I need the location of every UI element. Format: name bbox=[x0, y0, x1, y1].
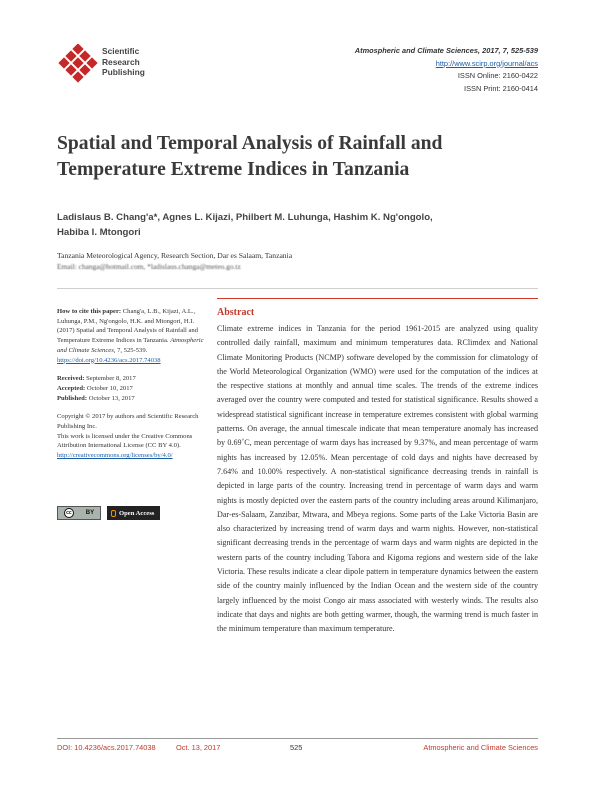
open-lock-icon bbox=[111, 510, 116, 517]
open-access-badge[interactable]: Open Access bbox=[107, 506, 160, 520]
journal-info bbox=[355, 45, 538, 95]
header-divider bbox=[57, 288, 538, 289]
license-link[interactable]: http://creativecommons.org/licenses/by/4.0/ bbox=[57, 452, 173, 460]
license-text: This work is licensed under the Creative Commons Attribution International License (CC BY 4.0). bbox=[57, 432, 193, 450]
publisher-logo-icon bbox=[56, 44, 100, 84]
cite-text: Chang'a, L.B., Kijazi, A.L., Luhunga, P.M., Ng'ongolo, H.K. and Mtongori, H.I. (2017) Spatial and Temporal Analysis of Rainfall and Temperature Extreme Indices in Tanzania. bbox=[57, 308, 198, 345]
article-title: Spatial and Temporal Analysis of Rainfall and Temperature Extreme Indices in Tanzania bbox=[57, 133, 443, 180]
issn-online: ISSN Online: 2160-0422 bbox=[457, 71, 538, 80]
copyright-text: Copyright © 2017 by authors and Scientific Research Publishing Inc. bbox=[57, 413, 199, 431]
publisher-name: Scientific Research Publishing bbox=[102, 46, 145, 77]
abstract-body: Climate extreme indices in Tanzania for the period 1961-2015 are analyzed using quality controlled daily rainfall, maximum and minimum temperatures data. RClimdex and National Climate Monitoring Products (NCMP) software developed by the commission for climatology of the World Meteorological Organization (WMO) were used for the computation of the indices at the respective stations at monthly and annual time scales. The trends of the extreme indices averaged over the country were computed and tested for statistical significance. Results showed a widespread statistical significant increase in temperature extremes consistent with global warming patterns. On average, the annual timescale indicate that mean temperature anomaly has increased by 0.69˚C, mean percentage of warm days has increased by 9.37%, and mean percentage of warm nights has increased by 12.05%. Mean percentage of cold days and nights have decreased by 7.64% and 10.00% respectively. A non-statistical significance decreasing trends in rainfall is depicted in large parts of the country. Increasing trend in percentage of warm days and warm nights is mostly depicted over the eastern parts of the country including areas around Kilimanjaro, Dar-es-Salaam, Zanzibar, Mtwara, and Mbeya regions. Some parts of the Lake Victoria Basin are also characterized by increasing trend of warm days and warm nights. However, non-statistical significant decreasing trends in the percentage of warm days and warm nights are depicted in the western parts of the country including Tabora and Kigoma regions and western side of the lake Victoria. These results indicate a clear dipole pattern in temperature dynamics between the eastern side of the country mainly influenced by the Indian Ocean and the western side of the country largely influenced by the moist Congo air mass associated with westerly winds. The results also indicate that days and nights are both getting warmer, though, the warming trend is much faster in the minimum temperature than maximum temperature. bbox=[217, 324, 538, 634]
authors-line-2: Habiba I. Mtongori bbox=[57, 227, 141, 238]
journal-citation: Atmospheric and Climate Sciences, 2017, 7, 525-539 bbox=[354, 46, 538, 55]
author-list bbox=[57, 210, 537, 240]
license-badges bbox=[57, 506, 160, 520]
citation-block bbox=[57, 307, 207, 356]
published-date: Published: October 13, 2017 bbox=[57, 394, 135, 402]
authors-line-1: Ladislaus B. Chang'a*, Agnes L. Kijazi, Philbert M. Luhunga, Hashim K. Ng'ongolo, bbox=[57, 212, 433, 223]
abstract-heading: Abstract bbox=[217, 298, 538, 318]
cite-journal: Atmospheric and Climate Sciences bbox=[57, 337, 204, 354]
sidebar-metadata bbox=[57, 307, 207, 461]
issn-print: ISSN Print: 2160-0414 bbox=[464, 83, 538, 93]
page-number: 525 bbox=[290, 743, 303, 752]
footer-doi: DOI: 10.4236/acs.2017.74038 bbox=[57, 743, 156, 752]
footer-divider bbox=[57, 738, 538, 739]
cite-label: How to cite this paper: bbox=[57, 308, 122, 315]
email-line: Email: changa@hotmail.com, *ladislaus.changa@meteo.go.tz bbox=[57, 262, 241, 271]
footer-date: Oct. 13, 2017 bbox=[176, 743, 221, 752]
cc-icon: cc bbox=[64, 508, 74, 518]
doi-link[interactable]: https://doi.org/10.4236/acs.2017.74038 bbox=[57, 356, 161, 364]
cc-by-badge[interactable]: cc BY bbox=[57, 506, 101, 520]
journal-url-link[interactable]: http://www.scirp.org/journal/acs bbox=[435, 58, 538, 68]
cite-volume: , 7, 525-539. bbox=[113, 346, 148, 354]
publisher-logo bbox=[56, 44, 156, 84]
accepted-date: Accepted: October 10, 2017 bbox=[57, 384, 133, 392]
footer-journal: Atmospheric and Climate Sciences bbox=[423, 743, 538, 752]
affiliation: Tanzania Meteorological Agency, Research Section, Dar es Salaam, Tanzania bbox=[57, 251, 293, 260]
received-date: Received: September 8, 2017 bbox=[57, 375, 136, 383]
